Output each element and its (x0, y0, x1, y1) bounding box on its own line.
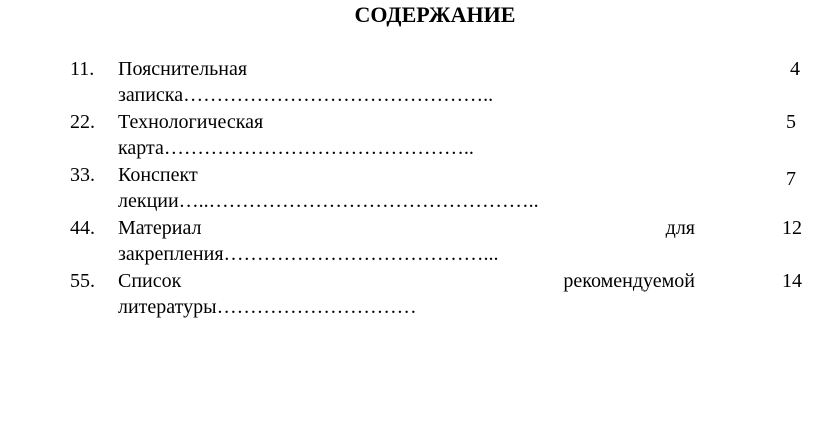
toc-entry-title (118, 215, 695, 241)
toc-entry-title-continuation: литературы………………………… (118, 296, 417, 318)
toc-entry-title-word: для (665, 217, 695, 239)
toc-entry (0, 215, 816, 268)
toc-entry-title-word: рекомендуемой (563, 270, 695, 292)
toc-entry-page: 14 (782, 270, 802, 292)
toc-entry-number: 22. (70, 111, 95, 133)
toc-entry-title (118, 268, 695, 294)
toc-entry-title (118, 56, 695, 82)
toc-entry-page: 7 (786, 168, 796, 190)
toc-entry-title-continuation: карта……………………………………….. (118, 137, 474, 159)
toc-entry-number: 44. (70, 217, 95, 239)
toc-entry-title-word: Список (118, 270, 182, 292)
toc-entry-page: 12 (782, 217, 802, 239)
toc-entry-title-word: Материал (118, 217, 202, 239)
toc-entry (0, 162, 816, 215)
toc-entry-page: 4 (790, 58, 800, 80)
toc-entry-number: 33. (70, 164, 95, 186)
toc-entry-page: 5 (786, 111, 796, 133)
table-of-contents (0, 56, 816, 321)
toc-entry-title (118, 162, 695, 188)
toc-entry-title-continuation: лекции…..………………………………………….. (118, 190, 539, 212)
toc-entry-title-continuation: записка……………………………………….. (118, 84, 494, 106)
toc-entry (0, 268, 816, 321)
toc-entry-number: 11. (70, 58, 95, 80)
toc-entry-title-continuation: закрепления…………………………………... (118, 243, 499, 265)
document-title: СОДЕРЖАНИЕ (354, 2, 516, 27)
toc-entry (0, 56, 816, 109)
toc-entry (0, 109, 816, 162)
toc-entry-title-word: Конспект (118, 164, 198, 186)
toc-entry-title-word: Технологическая (118, 111, 264, 133)
toc-entry-title (118, 109, 695, 135)
toc-entry-title-word: Пояснительная (118, 58, 248, 80)
toc-entry-number: 55. (70, 270, 95, 292)
